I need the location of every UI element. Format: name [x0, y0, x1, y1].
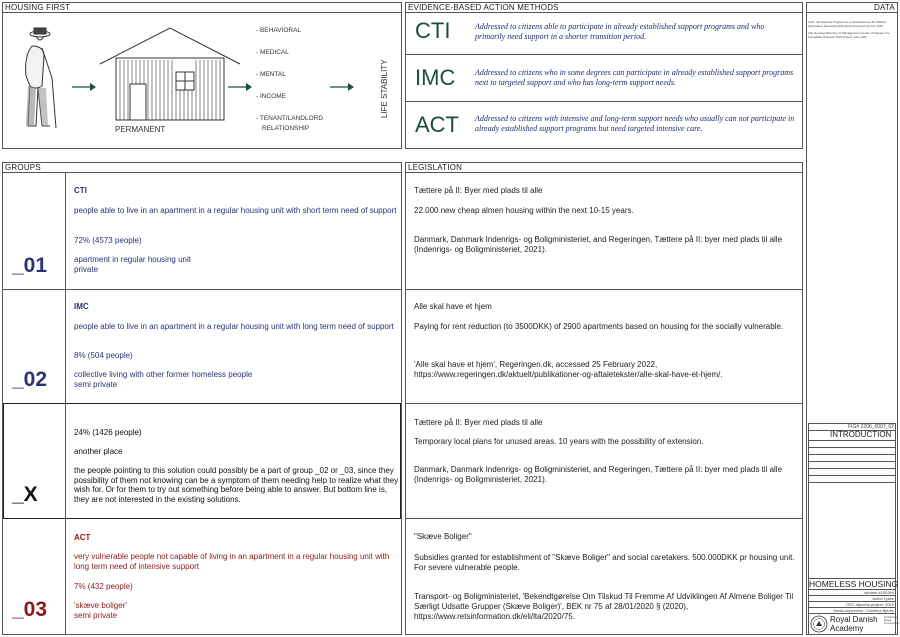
group-03-number: _03 [12, 598, 48, 621]
need-medical: - MEDICAL [256, 49, 289, 56]
need-relationship: RELATIONSHIP [262, 125, 310, 132]
house-illustration [98, 26, 242, 122]
title-rule [808, 440, 896, 441]
group-02-privacy: semi private [74, 380, 118, 389]
group-02-number: _02 [12, 368, 48, 391]
introduction-title: INTRODUCTION [830, 430, 892, 439]
academy-subtitle: Architecture Design Conservation [884, 616, 899, 625]
group-x-number: _X [12, 483, 38, 506]
methods-header: EVIDENCE-BASED ACTION METHODS [408, 3, 559, 12]
method-code-imc: IMC [415, 65, 456, 90]
legislation-3-source: Danmark, Danmark Indenrigs- og Boligministeriet, and Regeringen, Tættere på II: byer med plads til alle (Indenrigs- og Boligministeriet, 2021). [414, 465, 783, 484]
group-02-title: IMC [74, 302, 89, 311]
project-title: HOMELESS HOUSING [809, 579, 899, 589]
group-x-share: 24% (1426 people) [74, 428, 142, 437]
method-desc-cti: Addressed to citizens able to participate in already established support programs and who primarily need support in a shorter transition period. [475, 22, 765, 41]
need-mental: - MENTAL [256, 71, 286, 78]
group-x-description: the people pointing to this solution could possibly be a part of group _02 or _03, since they possibility of them not knowing can be a symptom of them needing help to realize what they wish for. Or for them to try out something before being able to answer. But bottom line is, they are not interested in the existing solutions. [74, 466, 399, 504]
title-rule [808, 475, 896, 476]
group-02-housing: collective living with other former homeless people [74, 370, 253, 379]
group-01-title: CTI [74, 186, 87, 195]
method-code-act: ACT [415, 112, 459, 137]
data-header: DATA [874, 3, 895, 12]
group-divider [2, 289, 402, 290]
legislation-divider [405, 518, 803, 519]
legislation-3-body: Temporary local plans for unused areas. 10 years with the possibility of extension. [414, 437, 704, 446]
legislation-1-source: Danmark, Danmark Indenrigs- og Boligministeriet, and Regeringen, Tættere på II: byer med plads til alle (Indenrigs- og Boligministeriet, 2021). [414, 235, 783, 254]
legislation-1-title: Tættere på II: Byer med plads til alle [414, 186, 543, 195]
sheet-number: FIG# 2206_0007_02 [848, 424, 894, 430]
method-desc-imc: Addressed to citizens who in some degrees can participate in already established support programs next to targeted support and who has long-term support needs. [475, 68, 794, 87]
group-01-number: _01 [12, 254, 48, 277]
title-rule [808, 613, 896, 614]
legislation-1-body: 22.000 new cheap almen housing within the next 10-15 years. [414, 206, 634, 215]
need-behavioral: - BEHAVIORAL [256, 27, 302, 34]
student-name: Astrid Lykke [872, 596, 894, 601]
arrow-icon [228, 82, 252, 92]
legislation-header: LEGISLATION [408, 163, 463, 172]
permanent-label: PERMANENT [115, 125, 166, 134]
need-income: - INCOME [256, 93, 286, 100]
method-code-cti: CTI [415, 18, 451, 43]
title-rule [808, 482, 896, 483]
legislation-4-body: Subsidies granted for establishment of "Skæve Boliger" and social caretakers. 500.000DKK pr housing unit. For severe vulnerable people. [414, 553, 795, 572]
group-03-housing: 'skæve boliger' [74, 601, 127, 610]
student-number: student #150394 [864, 590, 894, 595]
group-02-share: 8% (504 people) [74, 351, 133, 360]
group-03-description: very vulnerable people not capable of living in an apartment in a regular housing unit with long term need of intensive support [74, 552, 390, 571]
title-rule [808, 454, 896, 455]
group-03-title: ACT [74, 533, 91, 542]
group-02-description: people able to live in an apartment in a regular housing unit with long term need of support [74, 322, 394, 331]
legislation-header-rule [405, 172, 803, 173]
person-illustration [12, 24, 62, 136]
academy-name-line1: Royal Danish [830, 615, 878, 624]
title-rule [808, 447, 896, 448]
need-tenant-landlord: - TENANT/LANDLORD [256, 115, 324, 122]
life-stability-label: LIFE STABILITY [380, 59, 389, 118]
methods-header-rule [405, 12, 803, 13]
supervisor: thesis supervisor: Christina Bjerke [833, 608, 894, 613]
group-03-share: 7% (432 people) [74, 582, 133, 591]
method-desc-act: Addressed to citizens with intensive and long-term support needs who usually can not participate in already established support programs but need targeted intensive care. [475, 114, 795, 133]
legislation-divider [405, 403, 803, 404]
housing-first-header-rule [2, 12, 402, 13]
group-01-share: 72% (4573 people) [74, 236, 142, 245]
data-note: The Housing Directory of Management Center of Refusal, the Immediate Oriented 2016 Project, who 2021 [808, 31, 890, 39]
arrow-icon [72, 82, 96, 92]
group-01-privacy: private [74, 265, 99, 274]
groups-header: GROUPS [5, 163, 41, 172]
housing-first-header: HOUSING FIRST [5, 3, 71, 12]
group-01-housing: apartment in regular housing unit [74, 255, 191, 264]
data-note: Cuth, the National Program as a homelessness for Welfare Vaccination Denmark 2019 (and full-long-long) Jun 2019 [808, 20, 887, 28]
academy-name-line2: Academy [830, 624, 864, 633]
title-rule [808, 468, 896, 469]
title-rule [808, 461, 896, 462]
methods-divider [405, 54, 803, 55]
legislation-2-title: Alle skal have et hjem [414, 302, 492, 311]
legislation-divider [405, 289, 803, 290]
legislation-3-title: Tættere på II: Byer med plads til alle [414, 418, 543, 427]
groups-header-rule [2, 172, 402, 173]
academy-seal-icon [810, 615, 828, 633]
group-01-description: people able to live in an apartment in a regular housing unit with short term need of support [74, 206, 397, 215]
group-x-housing: another place [74, 447, 123, 456]
legislation-2-source: 'Alle skal have et hjem', Regeringen.dk, accessed 25 February 2022, https://www.regeringen.dk/aktuelt/publikationer-og-aftaletekster/alle-skal-have-et-hjem/. [414, 360, 723, 379]
project-info: DSC diploma project, 2022 [846, 602, 894, 607]
legislation-2-body: Paying for rent reduction (to 3500DKK) of 2900 apartments based on housing for the socially vulnerable. [414, 322, 784, 331]
legislation-4-source: Transport- og Boligministeriet, 'Bekendtgørelse Om Tilskud Til Fremme Af Udviklingen Af Almene Boliger Til Særligt Udsatte Grupper (Skæve Boliger)', BEK nr 75 af 28/01/2020 § (2020), https://www.retsinformation.dk/eli/lta/2020/75. [414, 592, 794, 621]
group-03-privacy: semi private [74, 611, 118, 620]
methods-divider [405, 101, 803, 102]
legislation-4-title: "Skæve Boliger" [414, 532, 472, 541]
data-header-rule [806, 12, 898, 13]
arrow-icon [330, 82, 354, 92]
